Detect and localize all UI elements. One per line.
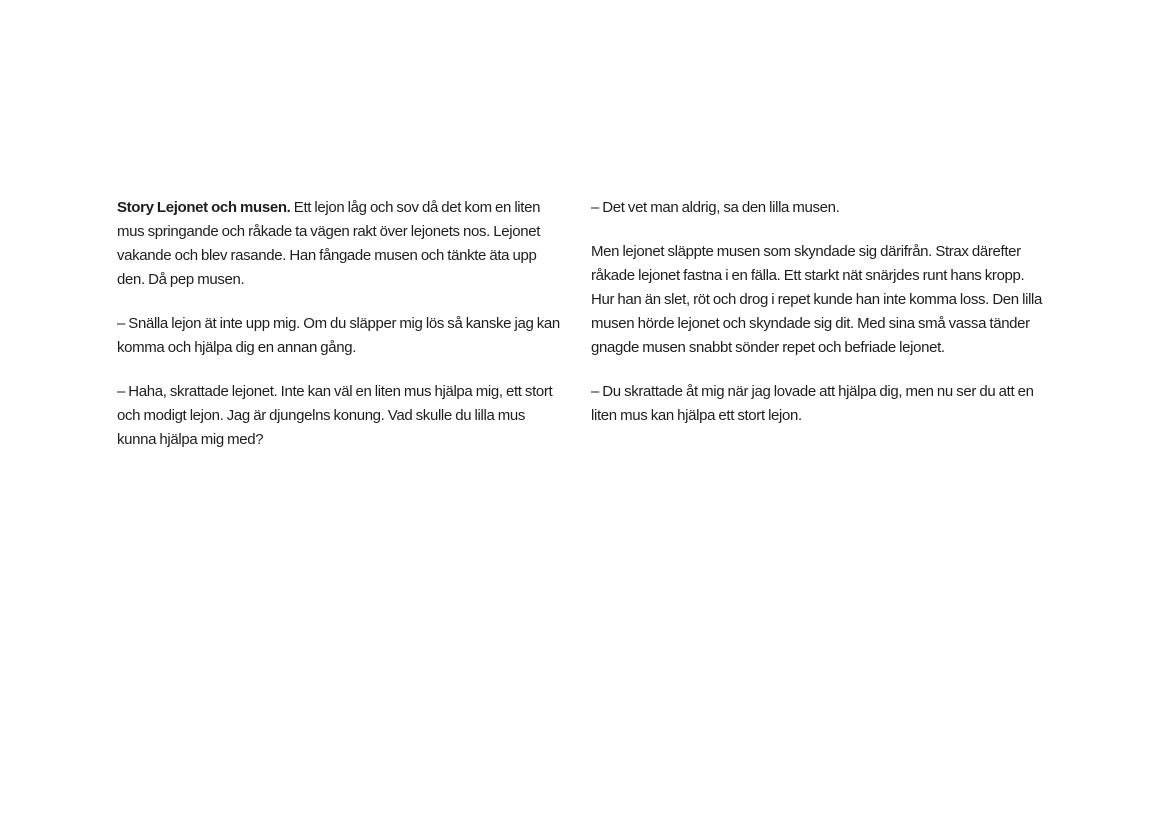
story-intro-paragraph bbox=[117, 196, 567, 292]
story-left-column bbox=[117, 196, 567, 472]
story-paragraph: – Snälla lejon ät inte upp mig. Om du släpper mig lös så kanske jag kan komma och hjälpa dig en annan gång. bbox=[117, 315, 560, 356]
story-right-column bbox=[591, 196, 1046, 448]
story-intro-text: Ett lejon låg och sov då det kom en liten mus springande och råkade ta vägen rakt över lejonets nos. Lejonet vakande och blev rasande. Han fångade musen och tänkte äta upp den. Då pep musen. bbox=[117, 199, 541, 288]
story-paragraph: – Haha, skrattade lejonet. Inte kan väl en liten mus hjälpa mig, ett stort och modigt lejon. Jag är djungelns konung. Vad skulle du lilla mus kunna hjälpa mig med? bbox=[117, 383, 553, 448]
story-paragraph: – Det vet man aldrig, sa den lilla musen. bbox=[591, 199, 840, 216]
story-paragraph: Men lejonet släppte musen som skyndade sig därifrån. Strax därefter råkade lejonet fastna i en fälla. Ett starkt nät snärjdes runt hans kropp. Hur han än slet, röt och drog i repet kunde han inte komma loss. Den lilla musen hörde lejonet och skyndade sig dit. Med sina små vassa tänder gnagde musen snabbt sönder repet och befriade lejonet. bbox=[591, 243, 1043, 356]
story-paragraph: – Du skrattade åt mig när jag lovade att hjälpa dig, men nu ser du att en liten mus kan hjälpa ett stort lejon. bbox=[591, 383, 1034, 424]
story-title: Story Lejonet och musen. bbox=[117, 199, 291, 216]
